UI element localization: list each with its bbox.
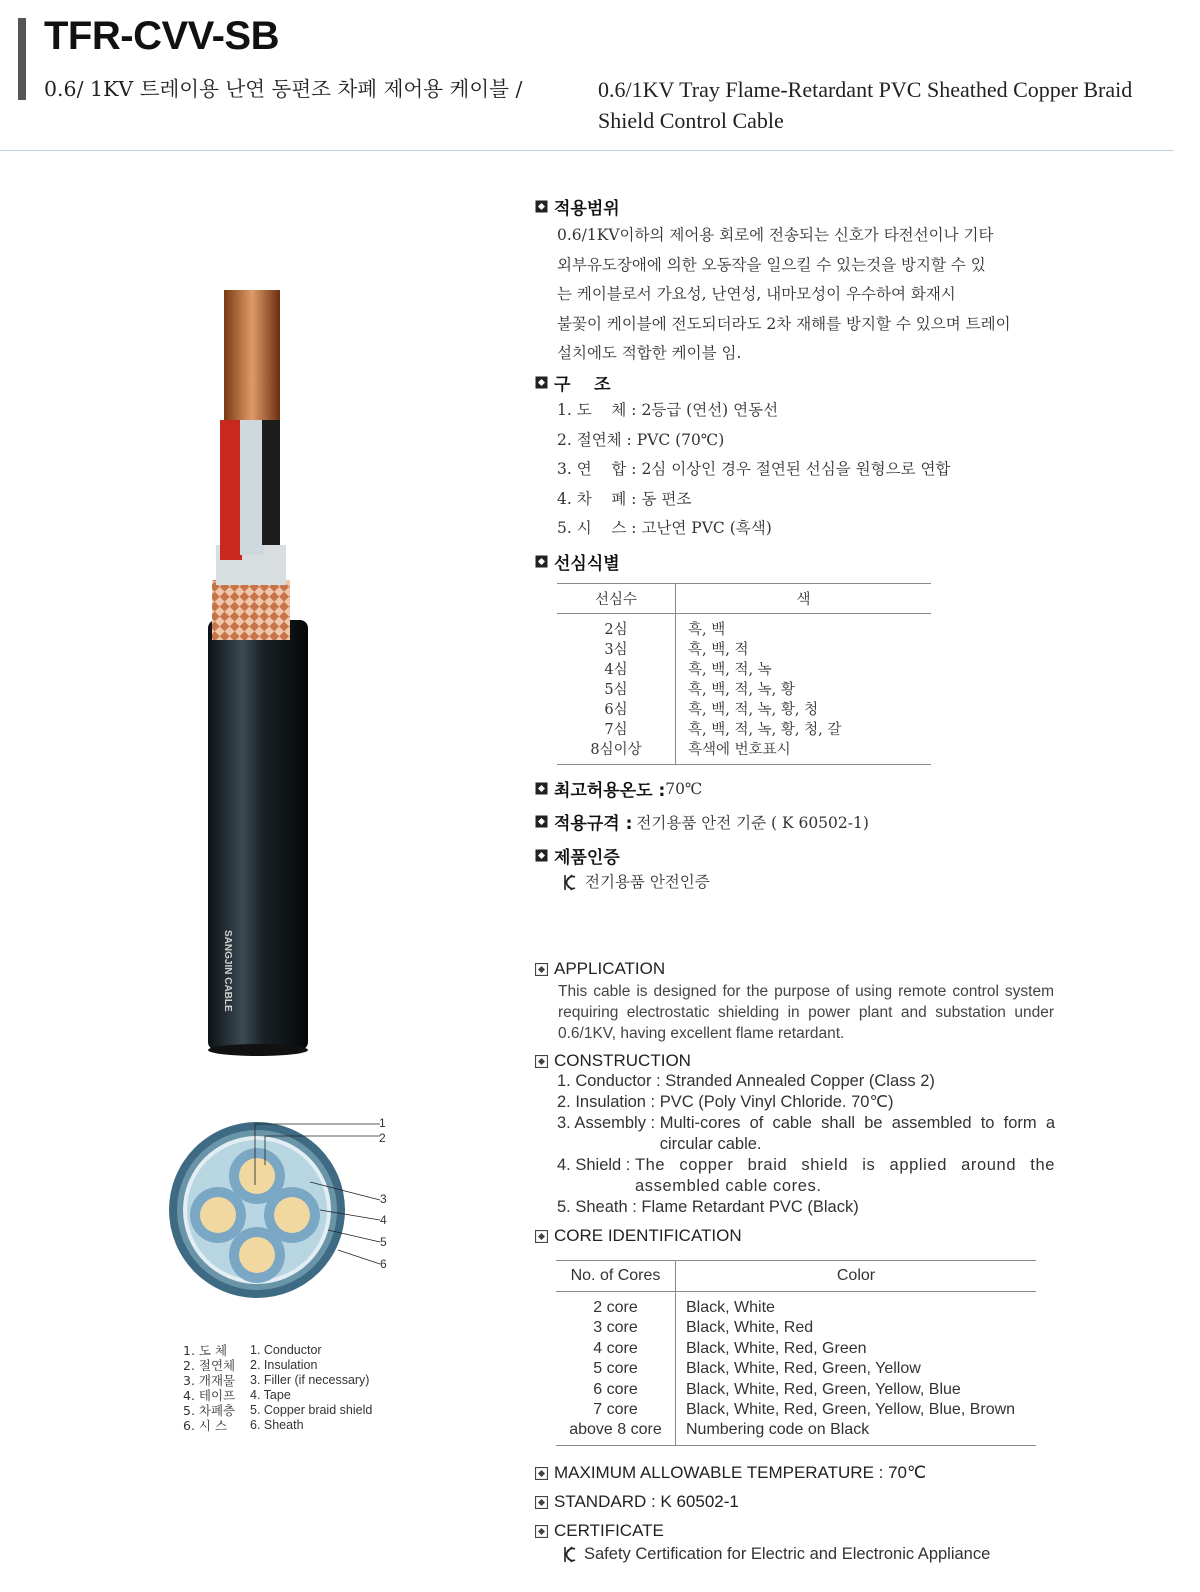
list-item: 1. Conductor : Stranded Annealed Copper (Class 2) bbox=[557, 1072, 935, 1090]
en-standard: STANDARD : K 60502-1 bbox=[535, 1492, 739, 1512]
section-bullet-icon bbox=[535, 1055, 548, 1068]
cross-section-diagram bbox=[160, 1110, 400, 1340]
list-item: 4. Shield : The copper braid shield is applied around the assembled cable cores. bbox=[557, 1156, 1055, 1195]
table-header: Color bbox=[676, 1261, 1037, 1292]
white-core bbox=[240, 420, 264, 555]
section-bullet-icon bbox=[535, 849, 548, 862]
en-construction-heading: CONSTRUCTION bbox=[535, 1051, 691, 1071]
kc-mark-icon bbox=[563, 874, 577, 891]
section-bullet-icon bbox=[535, 782, 548, 795]
section-bullet-icon bbox=[535, 1496, 548, 1509]
legend-english bbox=[250, 1343, 372, 1433]
en-core-id-heading: CORE IDENTIFICATION bbox=[535, 1226, 742, 1246]
kr-scope-text: 0.6/1KV이하의 제어용 회로에 전송되는 신호가 타전선이나 기타 외부유도장애에 의한 오동작을 일으킬 수 있는것을 방지할 수 있 는 케이블로서 가요성, 난연성, 내마모성이 우수하여 화재시 불꽃이 케이블에 전도되더라도 2차 재해를 방지할 수 있으며 트레이 설치에도 적합한 케이블 임. bbox=[557, 226, 1011, 362]
cable-product-image bbox=[190, 270, 320, 1060]
table-row: 8심이상 흑색에 번호표시 bbox=[557, 740, 931, 765]
legend-item: 5. Copper braid shield bbox=[250, 1403, 373, 1417]
callout-2: 2 bbox=[379, 1131, 386, 1145]
en-cert-heading: CERTIFICATE bbox=[535, 1521, 664, 1541]
list-item: 2. 절연체 : PVC (70℃) bbox=[557, 430, 725, 449]
list-item: 5. Sheath : Flame Retardant PVC (Black) bbox=[557, 1198, 859, 1216]
legend-item: 4. Tape bbox=[250, 1388, 291, 1402]
header-divider bbox=[0, 150, 1174, 151]
copper-conductor bbox=[224, 290, 280, 420]
legend-item: 6. 시 스 bbox=[183, 1418, 228, 1433]
section-bullet-icon bbox=[535, 1525, 548, 1538]
kr-core-table bbox=[557, 583, 931, 765]
en-application-heading: APPLICATION bbox=[535, 959, 665, 979]
legend-item: 3. Filler (if necessary) bbox=[250, 1373, 370, 1387]
table-header: 색 bbox=[676, 584, 932, 614]
callout-3: 3 bbox=[380, 1192, 387, 1206]
legend-korean bbox=[183, 1343, 235, 1433]
kr-cert-value: 전기용품 안전인증 bbox=[563, 868, 710, 898]
legend-item: 6. Sheath bbox=[250, 1418, 304, 1432]
table-row: 4심 흑, 백, 적, 녹 bbox=[557, 660, 931, 680]
table-row: 7 core Black, White, Red, Green, Yellow, Blue, Brown bbox=[556, 1400, 1036, 1420]
legend-item: 3. 개재물 bbox=[183, 1373, 236, 1388]
legend-item: 1. 도 체 bbox=[183, 1343, 228, 1358]
table-row: 5 core Black, White, Red, Green, Yellow bbox=[556, 1359, 1036, 1379]
list-item: 5. 시 스 : 고난연 PVC (흑색) bbox=[557, 519, 772, 537]
black-core bbox=[262, 415, 280, 545]
legend-item: 2. Insulation bbox=[250, 1358, 318, 1372]
en-max-temp: MAXIMUM ALLOWABLE TEMPERATURE : 70℃ bbox=[535, 1463, 926, 1483]
legend-item: 4. 테이프 bbox=[183, 1388, 236, 1403]
en-core-table bbox=[556, 1260, 1036, 1446]
list-item: 1. 도 체 : 2등급 (연선) 연동선 bbox=[557, 401, 779, 419]
section-bullet-icon bbox=[535, 1467, 548, 1480]
en-cert-value: Safety Certification for Electric and Electronic Appliance bbox=[563, 1545, 990, 1564]
table-row: 2심 흑, 백 bbox=[557, 614, 931, 641]
section-bullet-icon bbox=[535, 376, 548, 389]
section-bullet-icon bbox=[535, 1230, 548, 1243]
kc-mark-icon bbox=[563, 1546, 577, 1563]
core bbox=[190, 1187, 246, 1243]
table-header: 선심수 bbox=[557, 584, 676, 614]
kr-construction-heading: 구 조 bbox=[535, 370, 611, 395]
section-bullet-icon bbox=[535, 815, 548, 828]
subtitle-korean: 0.6/ 1KV 트레이용 난연 동편조 차폐 제어용 케이블 / bbox=[44, 77, 523, 101]
table-row: 7심 흑, 백, 적, 녹, 황, 청, 갈 bbox=[557, 720, 931, 740]
red-core bbox=[220, 420, 242, 560]
en-application-text: This cable is designed for the purpose of using remote control system requiring electrostatic shielding in power plant and substation under 0.6/1KV, having excellent flame retardant. bbox=[558, 983, 1054, 1042]
kr-max-temp: 최고허용온도 : 70℃ bbox=[535, 776, 702, 801]
page-title: TFR-CVV-SB bbox=[44, 14, 279, 58]
en-construction-list bbox=[557, 1071, 1055, 1218]
legend-item: 5. 차폐층 bbox=[183, 1403, 236, 1418]
table-row: above 8 core Numbering code on Black bbox=[556, 1420, 1036, 1445]
kr-cert-heading: 제품인증 bbox=[535, 843, 620, 868]
callout-4: 4 bbox=[380, 1213, 387, 1227]
table-header: No. of Cores bbox=[556, 1261, 676, 1292]
subtitle-english: 0.6/1KV Tray Flame-Retardant PVC Sheathed Copper Braid Shield Control Cable bbox=[598, 77, 1133, 133]
list-item: 3. Assembly : Multi-cores of cable shall be assembled to form a circular cable. bbox=[557, 1114, 1055, 1153]
callout-5: 5 bbox=[380, 1235, 387, 1249]
kr-standard: 적용규격 : 전기용품 안전 기준 ( K 60502-1) bbox=[535, 809, 869, 834]
kr-scope-heading: 적용범위 bbox=[535, 194, 620, 219]
kr-core-id-heading: 선심식별 bbox=[535, 549, 620, 574]
cable-brand-print: SANGJIN CABLE bbox=[222, 930, 233, 1012]
kr-construction-list bbox=[557, 396, 950, 544]
table-row: 4 core Black, White, Red, Green bbox=[556, 1339, 1036, 1359]
callout-1: 1 bbox=[379, 1116, 386, 1130]
legend-item: 1. Conductor bbox=[250, 1343, 322, 1357]
core bbox=[229, 1227, 285, 1283]
table-row: 3심 흑, 백, 적 bbox=[557, 640, 931, 660]
section-bullet-icon bbox=[535, 555, 548, 568]
legend-item: 2. 절연체 bbox=[183, 1358, 236, 1373]
list-item: 4. 차 폐 : 동 편조 bbox=[557, 489, 692, 508]
table-row: 3 core Black, White, Red bbox=[556, 1318, 1036, 1338]
table-row: 2 core Black, White bbox=[556, 1292, 1036, 1319]
callout-6: 6 bbox=[380, 1257, 387, 1271]
list-item: 2. Insulation : PVC (Poly Vinyl Chloride. 70℃) bbox=[557, 1093, 894, 1111]
title-accent-bar bbox=[18, 18, 26, 100]
list-item: 3. 연 합 : 2심 이상인 경우 절연된 선심을 원형으로 연합 bbox=[557, 460, 951, 478]
table-row: 6 core Black, White, Red, Green, Yellow, Blue bbox=[556, 1380, 1036, 1400]
section-bullet-icon bbox=[535, 963, 548, 976]
table-row: 6심 흑, 백, 적, 녹, 황, 청 bbox=[557, 700, 931, 720]
copper-braid-shield bbox=[212, 580, 290, 640]
section-bullet-icon bbox=[535, 200, 548, 213]
table-row: 5심 흑, 백, 적, 녹, 황 bbox=[557, 680, 931, 700]
